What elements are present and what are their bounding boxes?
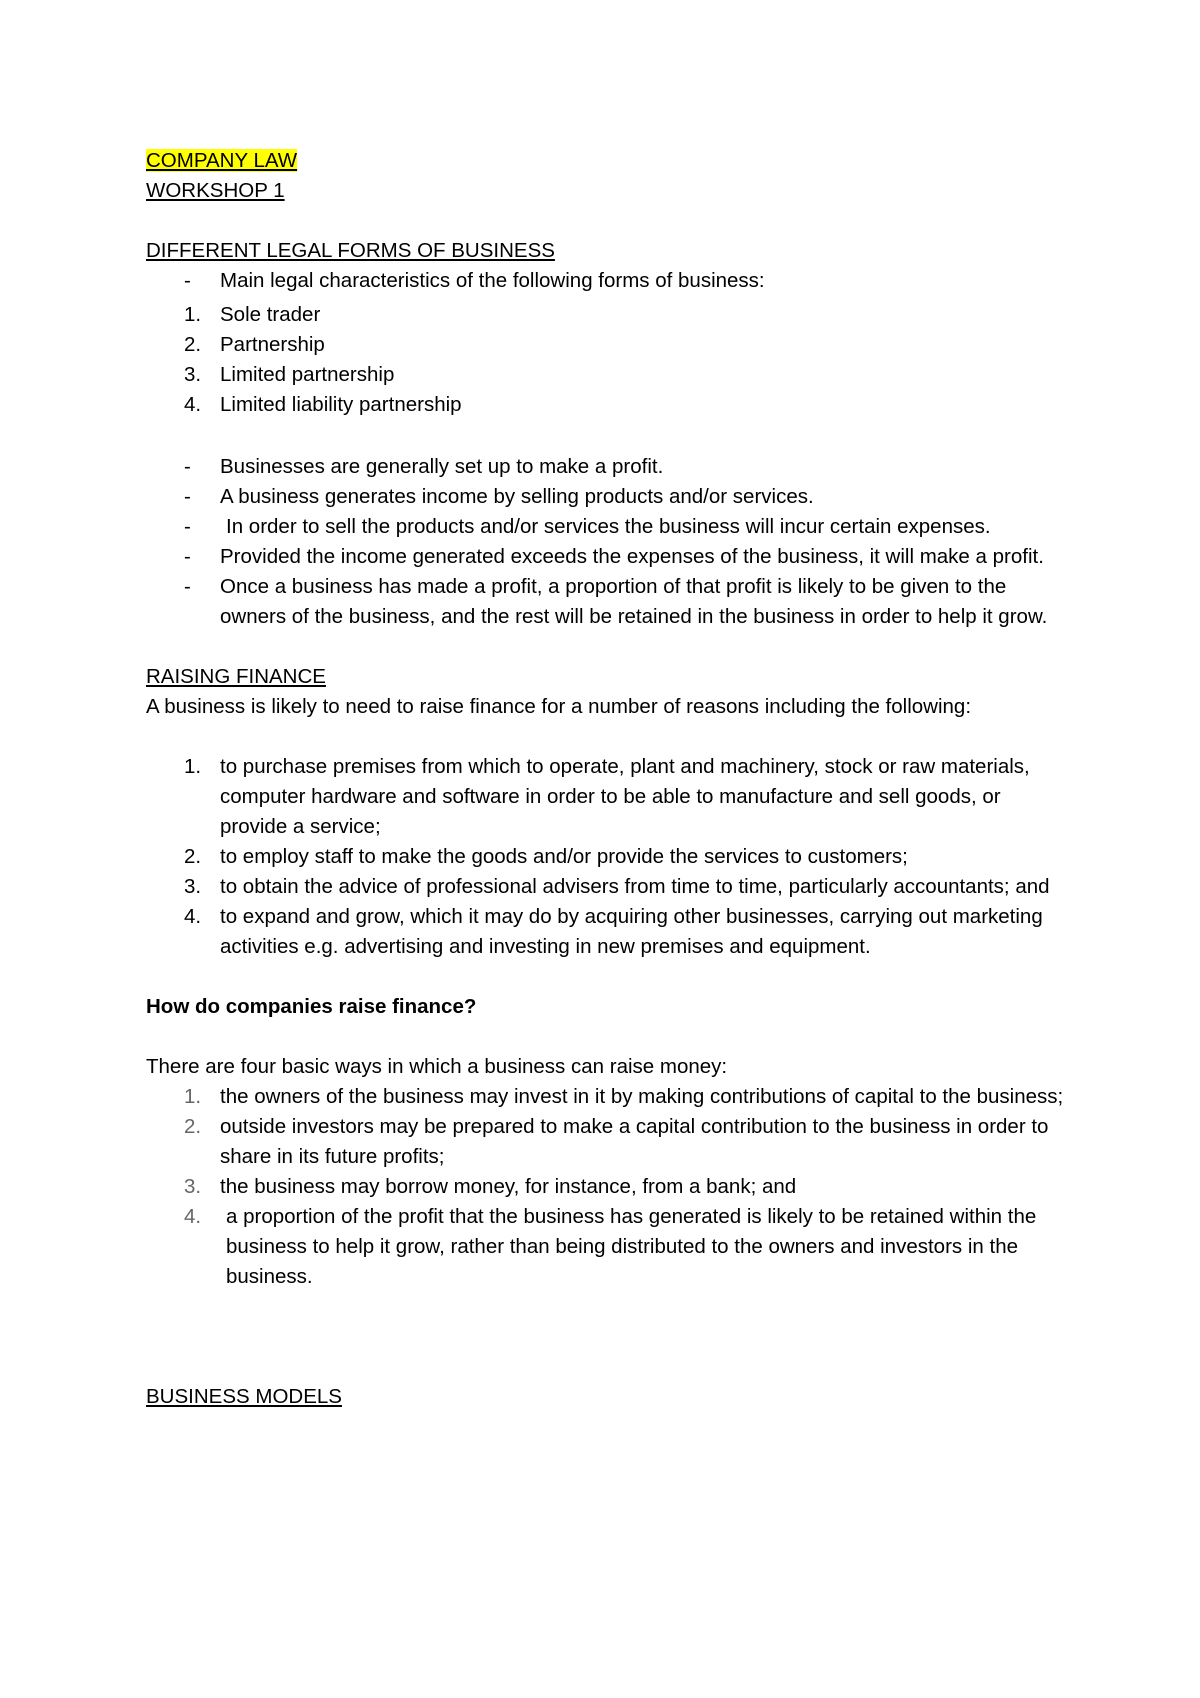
list-item: 3. Limited partnership — [184, 363, 395, 386]
list-item: 2. outside investors may be prepared to make a capital contribution to the business in order to share in its future profits; — [184, 1115, 1049, 1168]
section-heading-raising-finance: RAISING FINANCE — [146, 665, 326, 688]
list-item: 1. to purchase premises from which to operate, plant and machinery, stock or raw materials, computer hardware and software in order to be able to manufacture and sell goods, or provide a service; — [184, 755, 1030, 838]
section-heading-how-raise-finance: How do companies raise finance? — [146, 995, 477, 1018]
dash-bullet-icon: - — [184, 545, 191, 568]
list-item: - Main legal characteristics of the following forms of business: — [146, 266, 1066, 296]
list-item: - Businesses are generally set up to make a profit. — [146, 452, 1066, 482]
list-item: - Once a business has made a profit, a proportion of that profit is likely to be given to the owners of the business, and the rest will be retained in the business in order to help it grow. — [146, 572, 1066, 632]
section-heading-legal-forms: DIFFERENT LEGAL FORMS OF BUSINESS — [146, 239, 555, 262]
dash-bullet-icon: - — [184, 485, 191, 508]
document-title: COMPANY LAW — [146, 149, 298, 172]
list-item: 4. a proportion of the profit that the business has generated is likely to be retained within the business to help it grow, rather than being distributed to the owners and investors in the business. — [184, 1205, 1037, 1288]
list-item: 2. to employ staff to make the goods and/or provide the services to customers; — [184, 845, 908, 868]
section-heading-business-models: BUSINESS MODELS — [146, 1385, 342, 1408]
document-page — [146, 146, 1066, 1412]
list-item: - A business generates income by selling products and/or services. — [146, 482, 1066, 512]
dash-bullet-icon: - — [184, 455, 191, 478]
list-item: 2. Partnership — [184, 333, 325, 356]
dash-bullet-icon: - — [184, 269, 191, 292]
list-item: 1. the owners of the business may invest in it by making contributions of capital to the business; — [184, 1085, 1064, 1108]
list-item: 1. Sole trader — [184, 303, 321, 326]
dash-bullet-icon: - — [184, 575, 191, 598]
list-item: 4. Limited liability partnership — [184, 393, 462, 416]
list-item: 3. to obtain the advice of professional advisers from time to time, particularly accountants; and — [184, 875, 1050, 898]
list-item: 4. to expand and grow, which it may do by acquiring other businesses, carrying out marketing activities e.g. advertising and investing in new premises and equipment. — [184, 905, 1043, 958]
list-item: 3. the business may borrow money, for instance, from a bank; and — [184, 1175, 797, 1198]
list-item: - In order to sell the products and/or services the business will incur certain expenses. — [146, 512, 1066, 542]
document-subtitle: WORKSHOP 1 — [146, 179, 285, 202]
list-item: - Provided the income generated exceeds the expenses of the business, it will make a profit. — [146, 542, 1066, 572]
dash-bullet-icon: - — [184, 515, 191, 538]
section-intro: There are four basic ways in which a business can raise money: — [146, 1055, 728, 1078]
section-intro: A business is likely to need to raise finance for a number of reasons including the following: — [146, 695, 972, 718]
